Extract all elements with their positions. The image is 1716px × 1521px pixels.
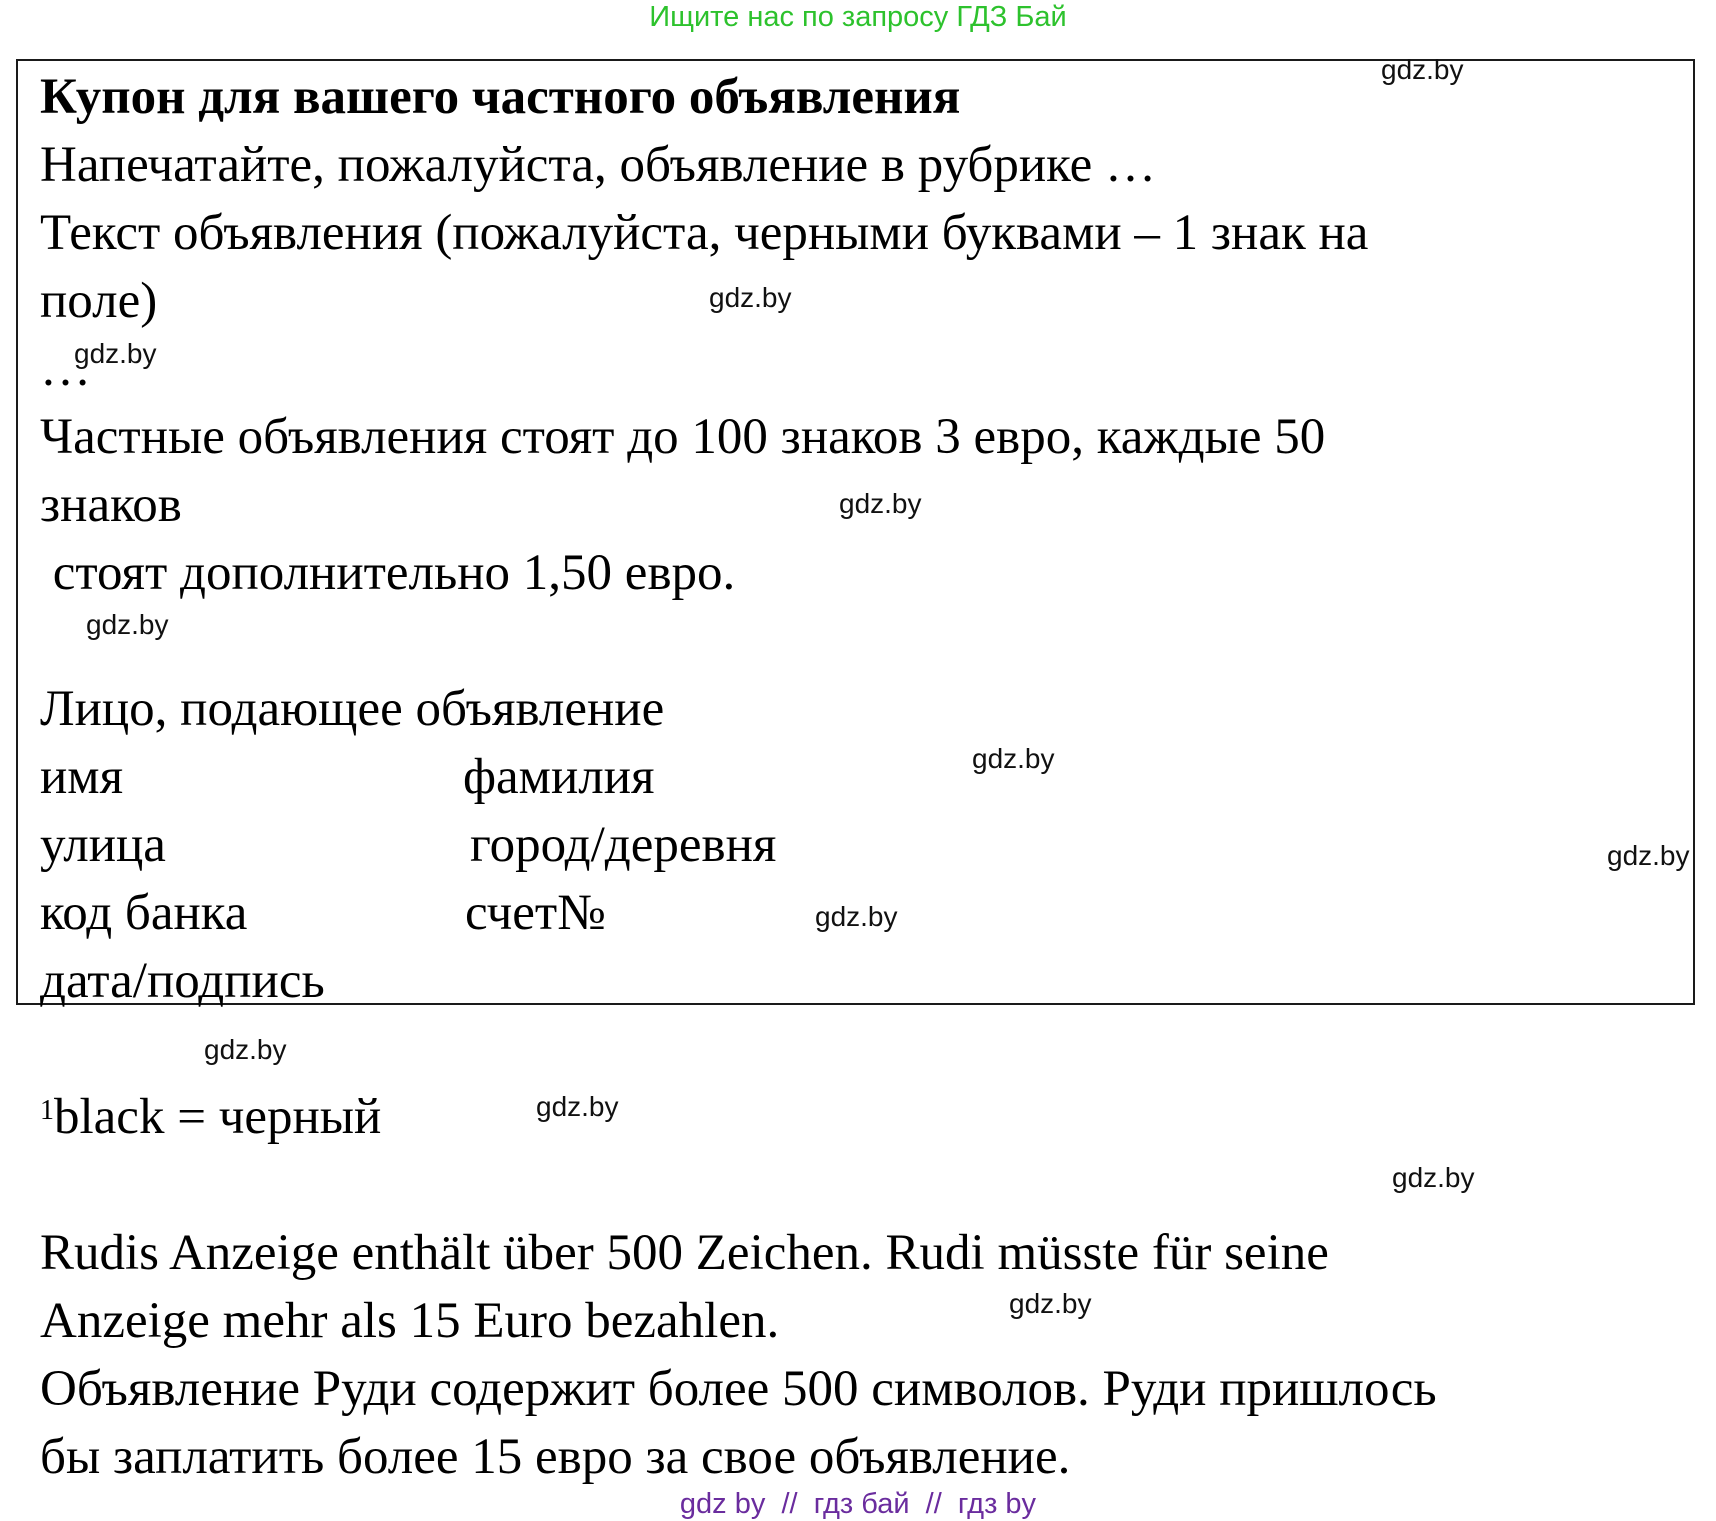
watermark: gdz.by bbox=[536, 1091, 619, 1122]
field-label-name: имя bbox=[40, 749, 124, 805]
watermark: gdz.by bbox=[839, 488, 922, 519]
person-heading: Лицо, подающее объявление bbox=[40, 681, 665, 737]
coupon-line-signs: знаков bbox=[40, 477, 182, 533]
watermark: gdz.by bbox=[972, 743, 1055, 774]
watermark: gdz.by bbox=[204, 1034, 287, 1065]
coupon-box bbox=[16, 59, 1695, 1005]
footnote bbox=[40, 1088, 381, 1146]
coupon-line-text-instructions: Текст объявления (пожалуйста, черными буквами – 1 знак на bbox=[40, 205, 1369, 261]
watermark: gdz.by bbox=[1009, 1288, 1092, 1319]
answer-de-line-1: Rudis Anzeige enthält über 500 Zeichen. Rudi müsste für seine bbox=[40, 1225, 1329, 1281]
watermark: gdz.by bbox=[1392, 1162, 1475, 1193]
field-label-bank-code: код банка bbox=[40, 885, 248, 941]
bottom-footer: gdz by // гдз бай // гдз by bbox=[679, 1488, 1037, 1520]
watermark: gdz.by bbox=[1381, 54, 1464, 85]
field-label-street: улица bbox=[40, 817, 166, 873]
answer-de-line-2: Anzeige mehr als 15 Euro bezahlen. bbox=[40, 1293, 780, 1349]
field-label-date-signature: дата/подпись bbox=[40, 953, 325, 1009]
coupon-title: Купон для вашего частного объявления bbox=[40, 69, 961, 125]
answer-ru-line-1: Объявление Руди содержит более 500 символов. Руди пришлось bbox=[40, 1361, 1437, 1417]
watermark: gdz.by bbox=[815, 901, 898, 932]
footnote-marker: 1 bbox=[40, 1095, 54, 1126]
coupon-line-ellipsis: … bbox=[40, 341, 91, 397]
watermark: gdz.by bbox=[86, 609, 169, 640]
field-label-surname: фамилия bbox=[463, 749, 655, 805]
field-label-city: город/деревня bbox=[470, 817, 777, 873]
top-banner: Ищите нас по запросу ГДЗ Бай bbox=[649, 1, 1067, 33]
coupon-line-field: поле) bbox=[40, 273, 158, 329]
footnote-text: black = черный bbox=[54, 1089, 382, 1145]
coupon-line-rubric: Напечатайте, пожалуйста, объявление в рубрике … bbox=[40, 137, 1157, 193]
field-label-account: счет№ bbox=[465, 885, 606, 941]
watermark: gdz.by bbox=[74, 338, 157, 369]
answer-ru-line-2: бы заплатить более 15 евро за свое объявление. bbox=[40, 1429, 1071, 1485]
watermark: gdz.by bbox=[709, 282, 792, 313]
watermark: gdz.by bbox=[1607, 840, 1690, 871]
coupon-line-extra-cost: стоят дополнительно 1,50 евро. bbox=[40, 545, 736, 601]
coupon-line-price: Частные объявления стоят до 100 знаков 3 евро, каждые 50 bbox=[40, 409, 1326, 465]
